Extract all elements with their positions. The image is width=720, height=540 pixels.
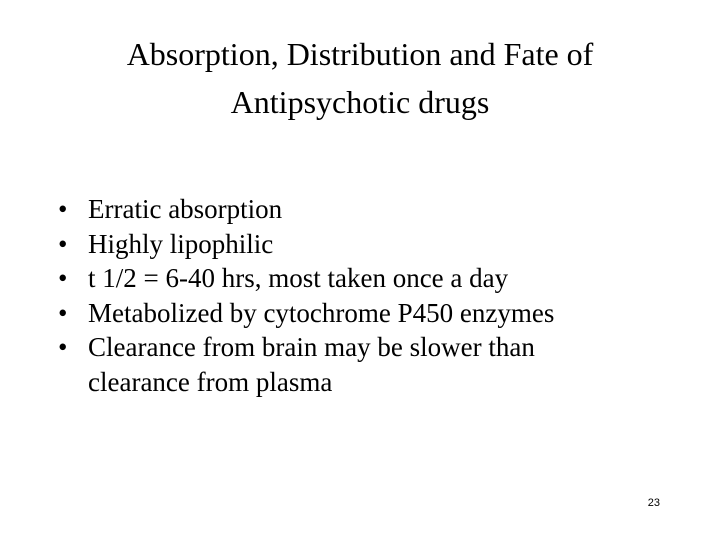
slide-title-line-1: Absorption, Distribution and Fate of (126, 36, 594, 72)
bullet-text-line: Erratic absorption (88, 194, 283, 224)
bullet-text (88, 296, 692, 331)
slide-title (60, 30, 660, 126)
bullet-marker: • (58, 332, 68, 362)
bullet-item-metabolized (52, 296, 692, 331)
bullet-text-line: Clearance from brain may be slower than (88, 332, 535, 362)
bullet-text (88, 192, 692, 227)
bullet-text (88, 227, 692, 262)
page-number: 23 (647, 497, 660, 509)
bullet-item-highly-lipophilic (52, 227, 692, 262)
bullet-text-line: t 1/2 = 6-40 hrs, most taken once a day (88, 263, 509, 293)
bullet-text (88, 261, 692, 296)
bullet-item-half-life (52, 261, 692, 296)
bullet-marker: • (58, 263, 68, 293)
bullet-text-line: Metabolized by cytochrome P450 enzymes (88, 297, 555, 328)
bullet-marker: • (58, 194, 68, 224)
bullet-text-line: Highly lipophilic (88, 228, 274, 259)
bullet-marker: • (58, 297, 68, 328)
bullet-item-clearance (52, 330, 692, 399)
slide-title-line-2: Antipsychotic drugs (230, 84, 490, 120)
bullet-list (52, 192, 692, 399)
bullet-item-erratic-absorption (52, 192, 692, 227)
bullet-marker: • (58, 228, 68, 259)
bullet-text (88, 330, 692, 399)
bullet-text-line: clearance from plasma (88, 366, 333, 397)
